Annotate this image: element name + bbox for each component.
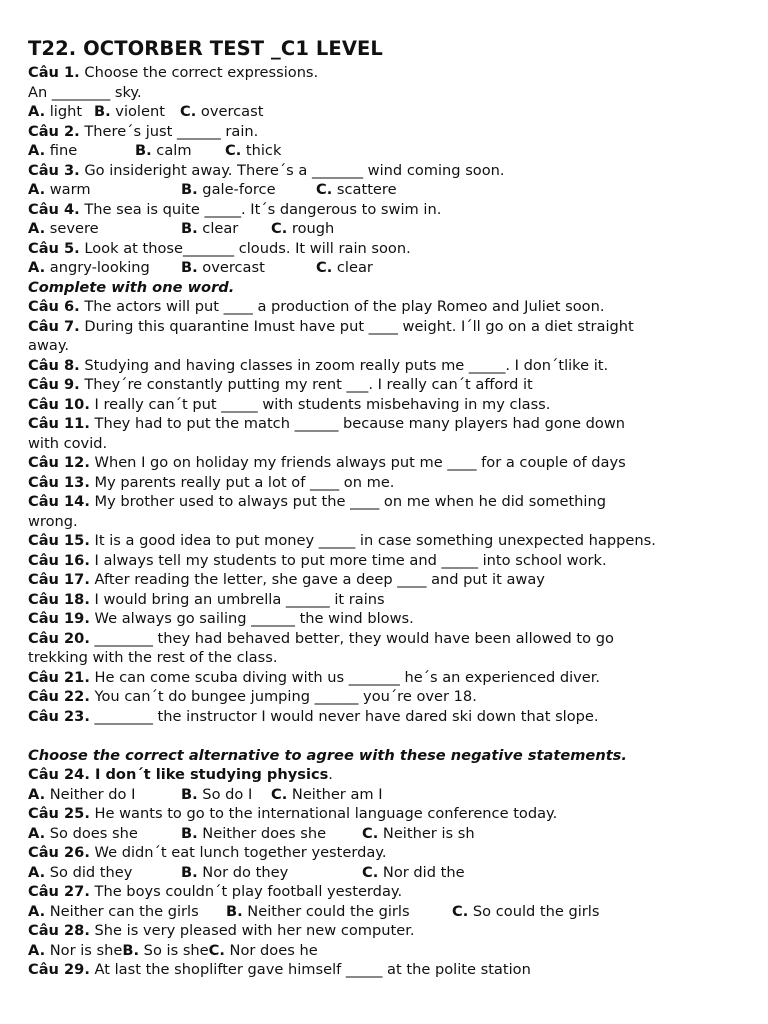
answer-option: A. angry-looking — [28, 259, 150, 276]
answer-option: A. Neither do I — [28, 785, 136, 803]
question-line: Câu 16. I always tell my students to put more time and _____ into school work. — [28, 551, 607, 569]
question-line: Câu 14. My brother used to always put the ____ on me when he did something — [28, 493, 606, 510]
question-line: trekking with the rest of the class. — [28, 649, 278, 666]
question-line: away. — [28, 337, 70, 354]
question-line: Câu 25. He wants to go to the international language conference today. — [28, 805, 558, 822]
question-line: Câu 18. I would bring an umbrella ______ it rains — [28, 590, 385, 608]
section-heading: Choose the correct alternative to agree with these negative statements. — [28, 746, 627, 764]
answer-option: C. clear — [316, 259, 373, 276]
answer-option: C. So could the girls — [452, 902, 600, 920]
question-line: Câu 8. Studying and having classes in zoom really puts me _____. I don´tlike it. — [28, 356, 609, 374]
answer-option: B. Nor do they — [181, 863, 289, 881]
question-line: Câu 3. Go insideright away. There´s a _______ wind coming soon. — [28, 161, 505, 179]
answer-option: B. overcast — [181, 259, 265, 276]
answer-option: A. So did they — [28, 863, 133, 881]
answer-option: B. violent — [94, 103, 165, 120]
question-line: Câu 4. The sea is quite _____. It´s dangerous to swim in. — [28, 200, 442, 218]
question-line: Câu 26. We didn´t eat lunch together yesterday. — [28, 844, 387, 861]
answer-options — [28, 863, 748, 883]
answer-options — [28, 258, 748, 278]
answer-options — [28, 219, 748, 239]
answer-option: B. So is she — [122, 941, 209, 959]
answer-option: A. So does she — [28, 824, 138, 842]
answer-option: B. gale-force — [181, 181, 276, 198]
answer-option: B. Neither does she — [181, 824, 327, 842]
question-line: An ________ sky. — [28, 83, 142, 101]
answer-options — [28, 141, 748, 161]
question-line: Câu 19. We always go sailing ______ the wind blows. — [28, 610, 414, 627]
question-line: Câu 17. After reading the letter, she gave a deep ____ and put it away — [28, 571, 545, 588]
answer-option: C. Neither is sh — [362, 824, 475, 842]
answer-option: C. thick — [225, 142, 282, 159]
answer-option: A. Neither can the girls — [28, 902, 199, 920]
answer-option: C. Nor does he — [208, 941, 318, 959]
answer-option: A. severe — [28, 220, 99, 237]
answer-option: B. So do I — [181, 785, 253, 803]
question-line: Câu 23. ________ the instructor I would never have dared ski down that slope. — [28, 707, 599, 725]
question-line: Câu 27. The boys couldn´t play football yesterday. — [28, 883, 403, 900]
question-line: with covid. — [28, 434, 108, 452]
answer-option: B. calm — [135, 142, 192, 159]
question-line: Câu 21. He can come scuba diving with us _______ he´s an experienced diver. — [28, 668, 601, 686]
answer-options — [28, 785, 748, 805]
answer-option: A. warm — [28, 181, 91, 198]
question-line: Câu 24. I don´t like studying physics. — [28, 766, 333, 783]
answer-options — [28, 902, 748, 922]
question-line: Câu 12. When I go on holiday my friends always put me ____ for a couple of days — [28, 454, 626, 471]
answer-option: C. overcast — [180, 103, 264, 120]
question-line: Câu 28. She is very pleased with her new computer. — [28, 922, 415, 939]
answer-option: A. Nor is she — [28, 941, 123, 959]
question-line: Câu 29. At last the shoplifter gave himself _____ at the polite station — [28, 961, 531, 978]
question-line: Câu 5. Look at those_______ clouds. It will rain soon. — [28, 239, 411, 257]
answer-options — [28, 180, 748, 200]
question-line: Câu 2. There´s just ______ rain. — [28, 122, 259, 140]
answer-option: A. light — [28, 103, 83, 120]
section-heading: Complete with one word. — [28, 278, 235, 296]
answer-option: C. rough — [271, 220, 335, 237]
answer-options — [28, 941, 748, 961]
question-line: Câu 22. You can´t do bungee jumping ______ you´re over 18. — [28, 688, 477, 705]
answer-option: C. Neither am I — [271, 785, 383, 803]
blank-line — [28, 726, 748, 746]
question-line: Câu 7. During this quarantine Imust have put ____ weight. I´ll go on a diet straight — [28, 317, 634, 335]
question-line: Câu 13. My parents really put a lot of ____ on me. — [28, 473, 395, 491]
question-line: Câu 11. They had to put the match ______ because many players had gone down — [28, 415, 626, 432]
question-line: Câu 20. ________ they had behaved better, they would have been allowed to go — [28, 629, 614, 647]
answer-option: A. fine — [28, 142, 78, 159]
answer-options — [28, 824, 748, 844]
question-line: Câu 1. Choose the correct expressions. — [28, 64, 319, 81]
answer-option: C. Nor did the — [362, 863, 465, 881]
question-line: Câu 6. The actors will put ____ a production of the play Romeo and Juliet soon. — [28, 298, 605, 315]
question-line: Câu 15. It is a good idea to put money _____ in case something unexpected happens. — [28, 532, 656, 549]
page-title: T22. OCTORBER TEST _C1 LEVEL — [28, 37, 383, 60]
document-body — [28, 63, 748, 980]
answer-option: B. clear — [181, 220, 239, 237]
answer-options — [28, 102, 748, 122]
question-line: Câu 10. I really can´t put _____ with students misbehaving in my class. — [28, 395, 551, 413]
question-line: wrong. — [28, 512, 78, 530]
question-line: Câu 9. They´re constantly putting my rent ___. I really can´t afford it — [28, 376, 533, 393]
answer-option: C. scattere — [316, 181, 397, 198]
answer-option: B. Neither could the girls — [226, 902, 410, 920]
